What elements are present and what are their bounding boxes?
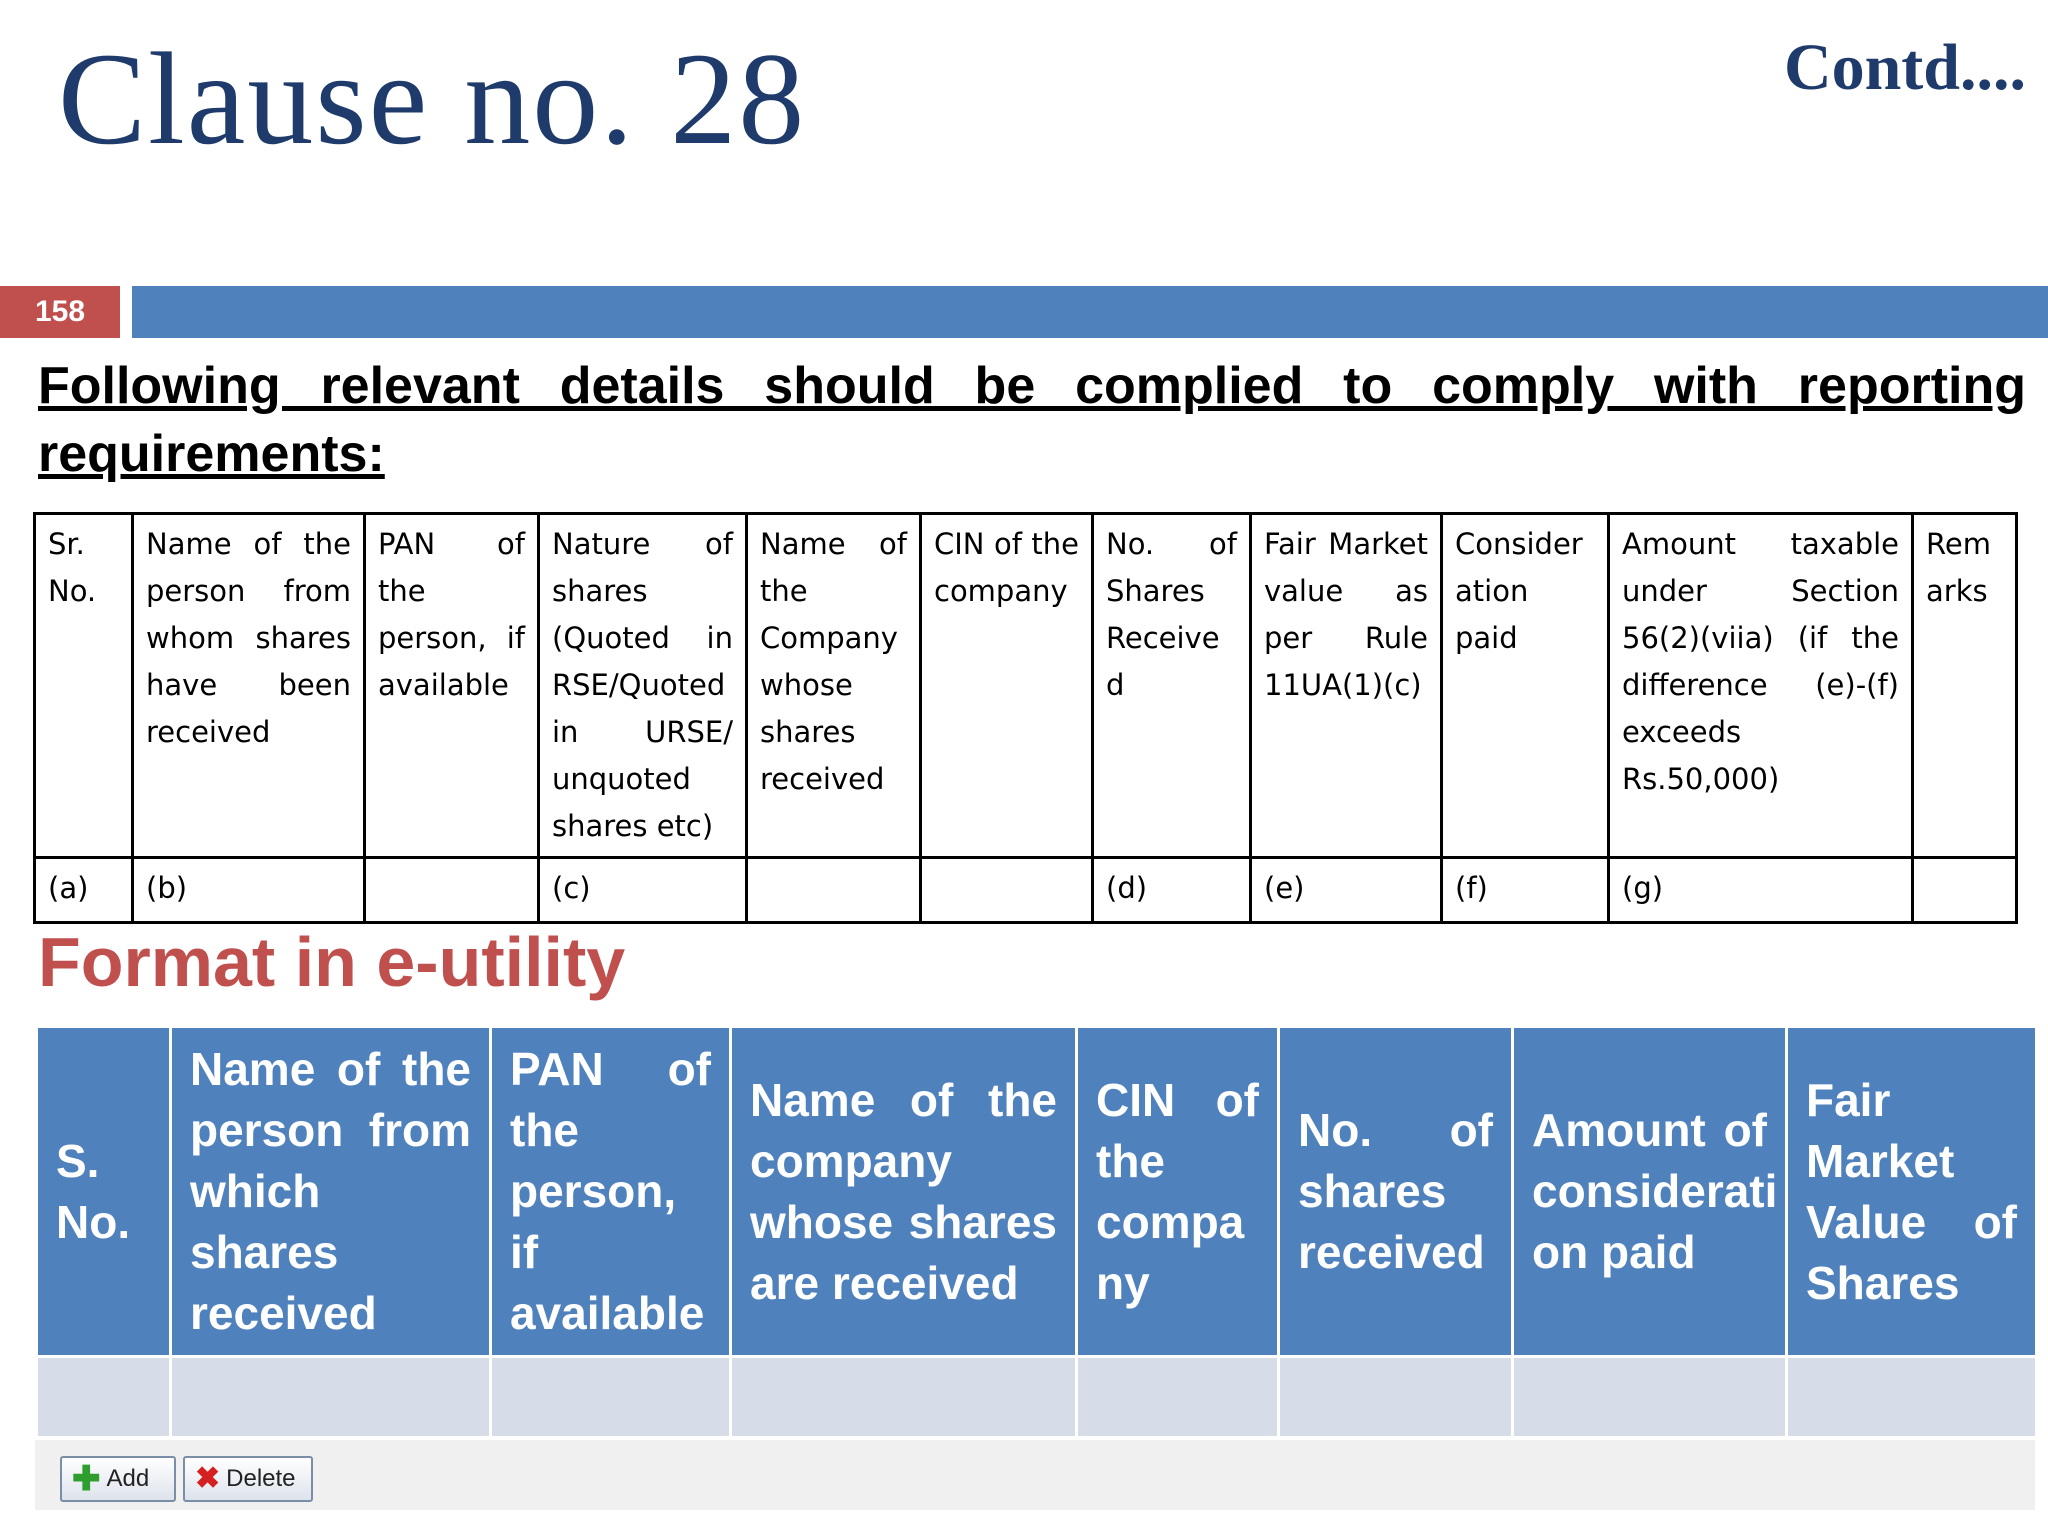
eutility-empty-row[interactable] [37,1357,2037,1438]
eutil-input-cell[interactable] [37,1357,171,1438]
eutility-toolbar [35,1440,2035,1510]
x-icon: ✖ [195,1462,221,1495]
eutil-input-cell[interactable] [731,1357,1077,1438]
req-header-company-name: Name of the Company whose shares received [747,514,921,858]
eutil-input-cell[interactable] [1513,1357,1787,1438]
req-letter-cell: (e) [1251,858,1442,923]
eutility-header-row [37,1027,2037,1357]
continued-label: Contd.... [1783,31,2026,104]
page-title: Clause no. 28 [58,25,807,172]
req-letter-cell: (a) [35,858,133,923]
req-header-person-name: Name of the person from whom shares have been received [133,514,365,858]
req-letter-cell: (c) [539,858,747,923]
req-letter-cell: (g) [1609,858,1913,923]
eutil-header-consideration: Amount of considerati on paid [1513,1027,1787,1357]
add-button-label: Add [106,1465,150,1492]
req-letter-cell [1913,858,2017,923]
req-letter-cell [365,858,539,923]
eutil-input-cell[interactable] [1787,1357,2037,1438]
requirements-header-row [35,514,2017,858]
plus-icon: ✚ [72,1460,101,1498]
req-letter-cell: (f) [1442,858,1609,923]
req-header-pan: PAN of the person, if available [365,514,539,858]
slide-number-badge: 158 [0,286,120,338]
req-letter-cell [747,858,921,923]
eutil-header-company-name: Name of the company whose shares are received [731,1027,1077,1357]
eutil-input-cell[interactable] [1279,1357,1513,1438]
req-header-no-of-shares: No. of Shares Receive d [1093,514,1251,858]
req-letter-cell: (d) [1093,858,1251,923]
eutil-input-cell[interactable] [491,1357,731,1438]
delete-button[interactable] [183,1456,313,1502]
intro-text: Following relevant details should be complied to comply with reporting requirements: [38,357,2026,483]
eutil-header-fair-market-value: Fair Market Value of Shares [1787,1027,2037,1357]
req-letter-cell [921,858,1093,923]
eutil-input-cell[interactable] [171,1357,491,1438]
header-divider-bar [132,286,2048,338]
add-button[interactable] [60,1456,176,1502]
req-header-amount-taxable: Amount taxable under Section 56(2)(viia) (if the difference (e)-(f) exceeds Rs.50,000) [1609,514,1913,858]
eutil-header-s-no: S. No. [37,1027,171,1357]
requirements-letter-row [35,858,2017,923]
req-header-sr-no: Sr. No. [35,514,133,858]
section-title: Format in e-utility [38,923,626,1001]
eutil-header-person-name: Name of the person from which shares received [171,1027,491,1357]
req-header-fair-market-value: Fair Market value as per Rule 11UA(1)(c) [1251,514,1442,858]
requirements-table [33,512,2018,924]
eutil-header-pan: PAN of the person, if available [491,1027,731,1357]
eutil-header-cin: CIN of the compa ny [1077,1027,1279,1357]
req-letter-cell: (b) [133,858,365,923]
delete-button-label: Delete [226,1465,296,1492]
eutility-table [35,1025,2038,1439]
req-header-consideration: Consider ation paid [1442,514,1609,858]
req-header-remarks: Rem arks [1913,514,2017,858]
eutil-header-no-of-shares: No. of shares received [1279,1027,1513,1357]
req-header-cin: CIN of the company [921,514,1093,858]
eutil-input-cell[interactable] [1077,1357,1279,1438]
req-header-nature-of-shares: Nature of shares (Quoted in RSE/Quoted in URSE/ unquoted shares etc) [539,514,747,858]
